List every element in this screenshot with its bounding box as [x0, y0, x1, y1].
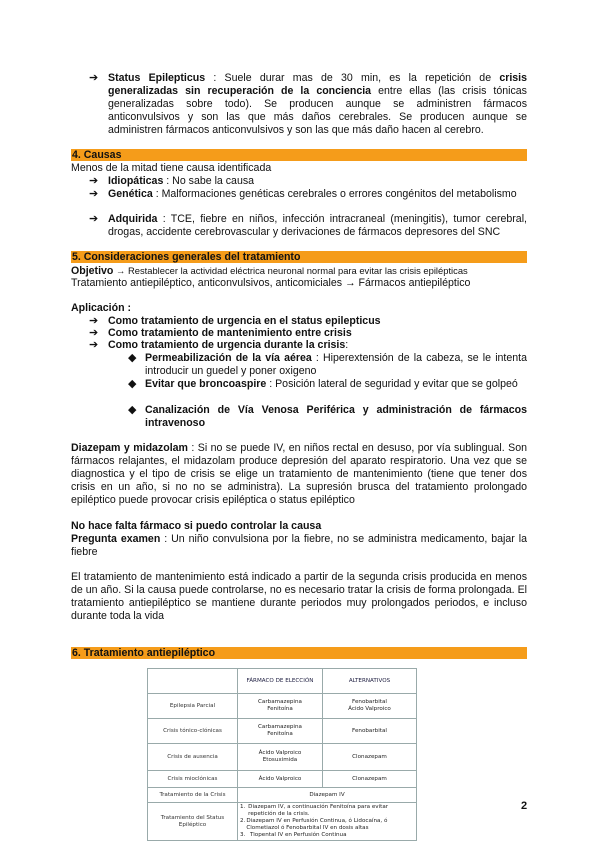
table-header-cell: ALTERNATIVOS — [323, 669, 417, 694]
arrow-bullet-icon: ➔ — [89, 72, 99, 84]
subitem-label: Canalización de Vía Venosa Periférica y administración de fármacos intravenoso — [145, 404, 527, 429]
section-6-heading: 6. Tratamiento antiepiléptico — [71, 647, 527, 659]
table-cell: Clonazepam — [323, 771, 417, 788]
pregunta-label: Pregunta examen — [71, 533, 161, 545]
pregunta-text: : Un niño convulsiona por la fiebre, no se administra medicamento, bajar la fiebre — [71, 533, 527, 558]
status-epilepticus-label: Status Epilepticus — [108, 72, 206, 84]
causas-intro: Menos de la mitad tiene causa identificada — [71, 162, 272, 174]
urgencia-subitem — [145, 352, 527, 378]
table-row — [148, 788, 417, 803]
diamond-bullet-icon: ◆ — [128, 378, 137, 390]
table-cell: Ácido Valproico Etosuximida — [238, 744, 323, 771]
status-text-1: : Suele durar mas de 30 min, es la repetición de — [205, 72, 500, 84]
causa-label: Idiopáticas — [108, 175, 164, 187]
table-cell: Carbamazepina Fenitoína — [238, 694, 323, 719]
table-cell: Carbamazepina Fenitoína — [238, 719, 323, 744]
table-row-label: Crisis tónico-clónicas — [148, 719, 238, 744]
diamond-bullet-icon: ◆ — [128, 404, 137, 416]
table-header-cell — [148, 669, 238, 694]
section-4-heading: 4. Causas — [71, 149, 527, 161]
urgencia-subitem — [145, 404, 527, 430]
table-cell — [238, 803, 417, 841]
status-list-item: 3. Tiopental IV en Perfusión Continua — [240, 832, 347, 838]
status-list-item: 2. Diazepam IV en Perfusión Continua, ó Lidocaína, ó Clometiazol ó Fenobarbital IV en dosis altas — [240, 818, 414, 832]
table-row — [148, 803, 417, 841]
table-row — [148, 719, 417, 744]
status-text-2: entre ellas (las crisis tónicas generalizadas sobre todo). Se producen aunque se administren fármacos anticonvulsivos y son las que más daños cerebrales. Se producen aunque se administren fármacos anticonvulsivos y son las que más daño hacen al cerebro. — [108, 85, 527, 136]
causa-item — [108, 213, 527, 239]
no-hace-falta: No hace falta fármaco si puedo controlar la causa — [71, 520, 322, 532]
objetivo-text: → Restablecer la actividad eléctrica neuronal normal para evitar las crisis epilépticas — [113, 265, 468, 276]
aplicacion-item: Como tratamiento de mantenimiento entre crisis — [108, 327, 352, 339]
status-list-text: Diazepam IV en Perfusión Continua, ó Lidocaína, ó Clometiazol ó Fenobarbital IV en dosis altas — [246, 818, 388, 831]
table-header-cell: FÁRMACO DE ELECCIÓN — [238, 669, 323, 694]
pregunta-examen — [71, 533, 527, 559]
table-row — [148, 694, 417, 719]
arrow-bullet-icon: ➔ — [89, 188, 99, 200]
urgencia-subitem — [145, 378, 527, 391]
table-row-label: Tratamiento de la Crisis — [148, 788, 238, 803]
table-cell: Fenobarbital — [323, 719, 417, 744]
table-row-label: Crisis de ausencia — [148, 744, 238, 771]
table-cell: Fenobarbital Ácido Valproico — [323, 694, 417, 719]
aplicacion-heading: Aplicación : — [71, 302, 132, 314]
table-header-row — [148, 669, 417, 694]
subitem-label: Permeabilización de la vía aérea — [145, 352, 312, 364]
diamond-bullet-icon: ◆ — [128, 352, 137, 364]
objetivo-line — [71, 264, 531, 278]
objetivo-label: Objetivo — [71, 265, 114, 277]
aplicacion-item: Como tratamiento de urgencia en el status epilepticus — [108, 315, 381, 327]
subitem-text: : Posición lateral de seguridad y evitar que se golpeó — [266, 378, 518, 390]
causa-item — [108, 175, 527, 188]
status-list-item: 1. Diazepam IV, a continuación Fenitoína para evitar repetición de la crisis. — [240, 804, 414, 818]
causa-text: : Malformaciones genéticas cerebrales o errores congénitos del metabolismo — [152, 188, 517, 200]
tratamiento-line: Tratamiento antiepiléptico, anticonvulsivos, anticomiciales → Fármacos antiepiléptico — [71, 277, 471, 289]
causa-label: Adquirida — [108, 213, 158, 225]
causa-item — [108, 188, 527, 201]
mantenimiento-paragraph: El tratamiento de mantenimiento está indicado a partir de la segunda crisis producida en menos de un año. Si la causa puede controlarse, no es necesario tratar la crisis de forma prolongada. El tratamiento antiepiléptico se mantiene durante periodos muy prolongados periodos, e incluso durante toda la vida — [71, 571, 527, 622]
page-number: 2 — [521, 800, 528, 812]
status-list-text: Tiopental IV en Perfusión Continua — [250, 832, 347, 838]
tratamiento-table — [147, 668, 417, 841]
aplicacion-item-label: Como tratamiento de urgencia durante la crisis — [108, 339, 346, 351]
diazepam-label: Diazepam y midazolam — [71, 442, 188, 454]
table-cell: Diazepam IV — [238, 788, 417, 803]
subitem-label: Evitar que broncoaspire — [145, 378, 267, 390]
table-row — [148, 771, 417, 788]
status-bold-2: crisis generalizadas sin recuperación de la conciencia — [108, 72, 527, 97]
aplicacion-item-tail: : — [345, 339, 349, 351]
table-row-label: Tratamiento del Status Epiléptico — [148, 803, 238, 841]
aplicacion-item — [108, 339, 348, 352]
status-list-text: Diazepam IV, a continuación Fenitoína para evitar repetición de la crisis. — [248, 804, 389, 817]
table-row-label: Epilepsia Parcial — [148, 694, 238, 719]
diazepam-text: : Si no se puede IV, en niños rectal en desuso, por vía sublingual. Son fármacos relajantes, el midazolam produce depresión del aparato respiratorio. Una vez que se diagnostica y el tipo de crisis se elige un tratamiento de mantenimiento (tiene que tener dos crisis en un año, si no no se administra). La supresión brusca del tratamiento prolongado epiléptico puede provocar crisis epiléptica o status epiléptico — [71, 442, 527, 506]
diazepam-paragraph — [71, 442, 527, 507]
subitem-text: : Hiperextensión de la cabeza, se le intenta introducir un guedel y poner oxigeno — [145, 352, 527, 377]
status-epilepticus-paragraph — [108, 72, 527, 137]
arrow-bullet-icon: ➔ — [89, 315, 99, 327]
table-row — [148, 744, 417, 771]
arrow-bullet-icon: ➔ — [89, 175, 99, 187]
arrow-bullet-icon: ➔ — [89, 327, 99, 339]
table-cell: Ácido Valproico — [238, 771, 323, 788]
causa-text: : TCE, fiebre en niños, infección intracraneal (meningitis), tumor cerebral, drogas, accidente cerebrovascular y derivaciones de fármacos depresores del SNC — [108, 213, 527, 238]
table-cell: Clonazepam — [323, 744, 417, 771]
section-5-heading: 5. Consideraciones generales del tratamiento — [71, 251, 527, 263]
arrow-bullet-icon: ➔ — [89, 339, 99, 351]
arrow-bullet-icon: ➔ — [89, 213, 99, 225]
causa-text: : No sabe la causa — [163, 175, 255, 187]
table-row-label: Crisis mioclónicas — [148, 771, 238, 788]
causa-label: Genética — [108, 188, 153, 200]
